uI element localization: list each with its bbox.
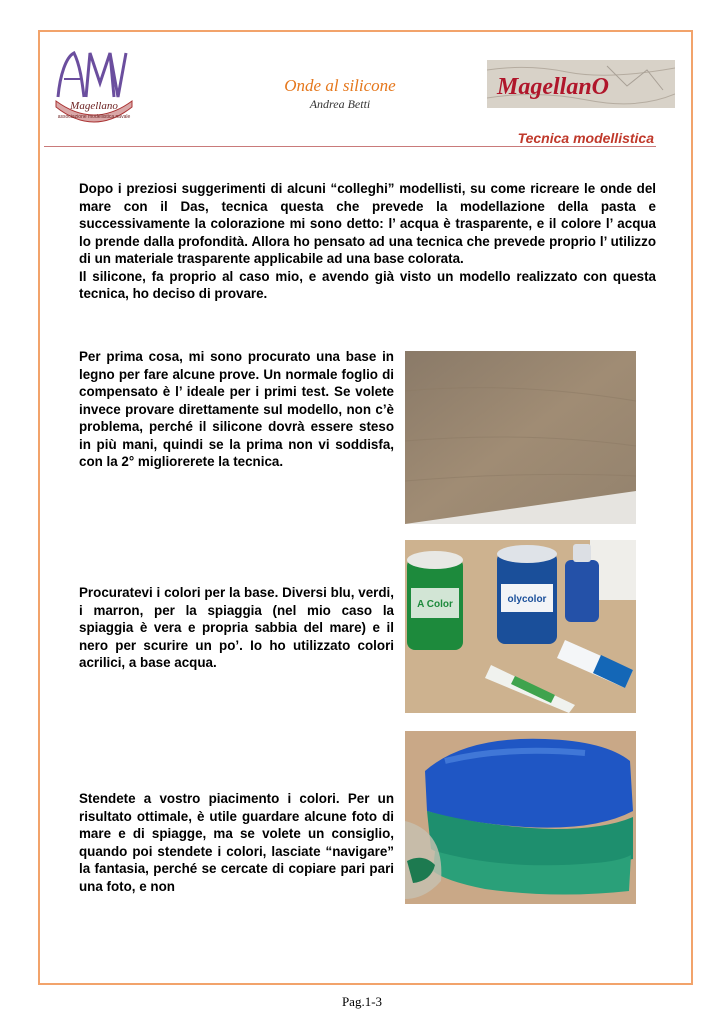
- magellano-logo: [487, 60, 675, 108]
- paint-label-2: olycolor: [507, 594, 547, 605]
- logo-left-subtext: associazione modellistica navale: [57, 114, 131, 120]
- acrylic-paints-photo: [405, 540, 636, 713]
- section-label: Tecnica modellistica: [517, 130, 654, 146]
- page-number: Pag.1-3: [341, 994, 383, 1009]
- step-3-text: Stendete a vostro piacimento i colori. Per un risultato ottimale, è utile guardare alcune foto di mare e di spiagge, ma se volete un consiglio, quando poi stendete i colori, lasciate “navigare” la fantasia, perché se cercate di copiare pari pari una foto, e non: [79, 791, 394, 894]
- plywood-photo: [405, 351, 636, 524]
- article-title: Onde al silicone: [284, 76, 396, 95]
- association-logo: [52, 45, 137, 127]
- intro-paragraph-1: Dopo i preziosi suggerimenti di alcuni “colleghi” modellisti, su come ricreare le onde del mare con il Das, tecnica questa che prevede la modellazione della pasta e successivamente la colorazione mi sono detto: l’ acqua è trasparente, e il colore l’ acqua lo prende dalla profondità. Allora ho pensato ad una tecnica che prevede proprio l’ utilizzo di un materiale trasparente applicabile ad una base colorata.: [79, 181, 656, 266]
- step-2-text: Procuratevi i colori per la base. Diversi blu, verdi, i marron, per la spiaggia (nel mio caso la spiaggia è vera e propria sabbia del mare) e il nero per scurire un po’. Io ho utilizzato colori acrilici, a base acqua.: [79, 585, 394, 670]
- header-divider: [44, 146, 656, 147]
- article-author: Andrea Betti: [309, 97, 371, 111]
- paint-label-1: A Color: [417, 599, 453, 610]
- step-1-text: Per prima cosa, mi sono procurato una base in legno per fare alcune prove. Un normale foglio di compensato è l’ ideale per i primi test. Se volete invece provare direttamente sul modello, non c’è problema, perché il silicone dovrà essere steso in più mani, quindi se la prima non vi soddisfa, con la 2° migliorerete la tecnica.: [79, 349, 394, 469]
- intro-text: [79, 180, 656, 303]
- logo-left-text: Magellano: [70, 100, 118, 112]
- painted-base-photo: [405, 731, 636, 904]
- intro-paragraph-2: Il silicone, fa proprio al caso mio, e avendo già visto un modello realizzato con questa tecnica, ho deciso di provare.: [79, 268, 656, 301]
- logo-right-text: MagellanO: [497, 74, 610, 100]
